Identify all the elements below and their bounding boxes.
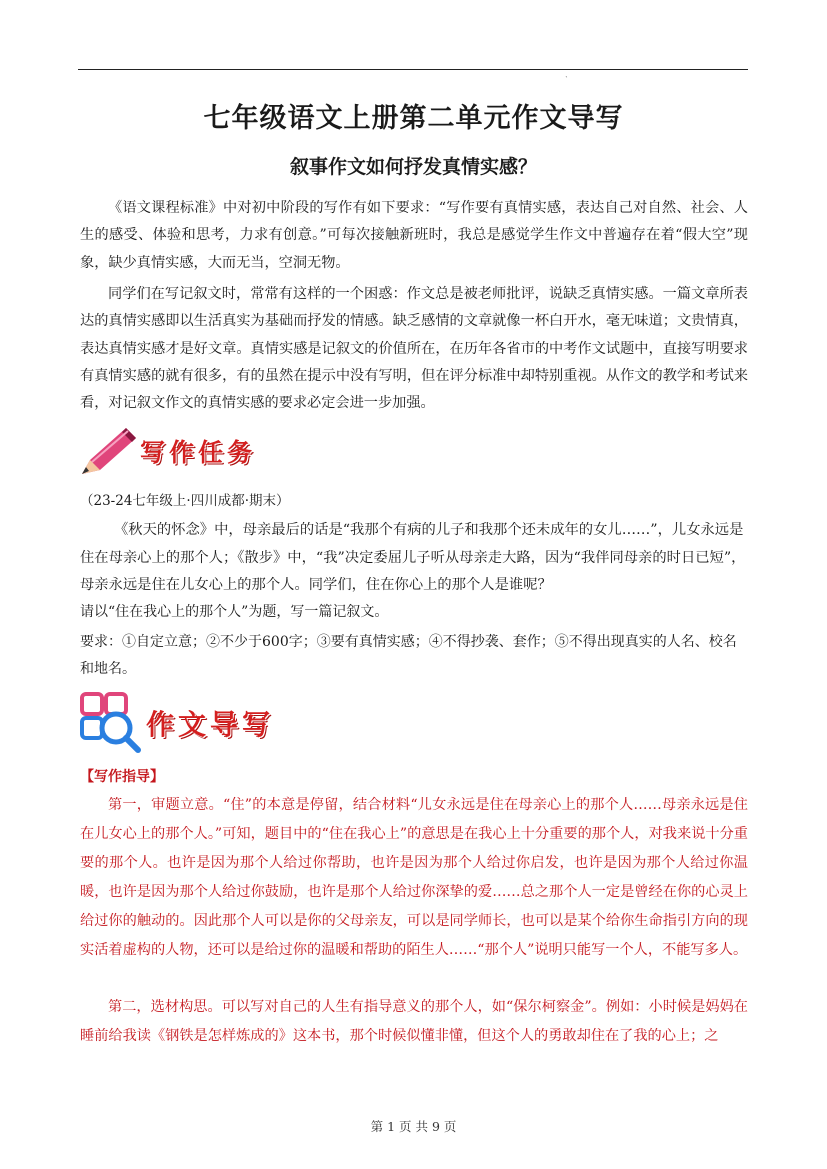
page-subtitle: 叙事作文如何抒发真情实感？	[289, 156, 537, 178]
task-prompt: 请以“住在我心上的那个人”为题，写一篇记叙文。	[80, 604, 389, 620]
page-title: 七年级语文上册第二单元作文导写	[203, 103, 624, 134]
guide-label: 【写作指导】	[80, 769, 164, 785]
intro-paragraph-1: 《语文课程标准》中对初中阶段的写作有如下要求：“写作要有真情实感，表达自己对自然、社会、人生的感受、体验和思考，力求有创意。”可每次接触新班时，我总是感觉学生作文中普遍存在着“假大空”现象，缺少真情实感，大而无当，空洞无物。	[80, 200, 748, 271]
pencil-icon	[78, 424, 140, 478]
task-source: （23-24七年级上·四川成都·期末）	[80, 493, 290, 509]
task-requirements: 要求：①自定立意；②不少于600字；③要有真情实感；④不得抄袭、套作；⑤不得出现真实的人名、校名和地名。	[80, 634, 737, 677]
writing-task-banner-text: 写作任务	[140, 438, 257, 467]
task-material: 《秋天的怀念》中，母亲最后的话是“我那个有病的儿子和我那个还未成年的女儿……”，儿女永远是住在母亲心上的那个人；《散步》中，“我”决定委屈儿子听从母亲走大路，因为“我伴同母亲的时日已短”，母亲永远是住在儿女心上的那个人。同学们，住在你心上的那个人是谁呢？	[80, 522, 746, 593]
page-number: 第 1 页 共 9 页	[370, 1119, 457, 1134]
writing-task-banner	[78, 424, 256, 478]
composition-guide-banner-text: 作文导写	[146, 708, 275, 741]
guide-paragraph-2: 第二，选材构思。可以写对自己的人生有指导意义的那个人，如“保尔柯察金”。例如：小时候是妈妈在睡前给我读《钢铁是怎样炼成的》这本书，那个时候似懂非懂，但这个人的勇敢却住在了我的心上；之	[80, 999, 748, 1044]
header-tick-mark: `	[565, 76, 569, 84]
magnifier-icon	[78, 692, 144, 754]
intro-paragraph-2: 同学们在写记叙文时，常常有这样的一个困惑：作文总是被老师批评，说缺乏真情实感。一篇文章所表达的真情实感即以生活真实为基础而抒发的情感。缺乏感情的文章就像一杯白开水，毫无味道；文贵情真，表达真情实感才是好文章。真情实感是记叙文的价值所在，在历年各省市的中考作文试题中，直接写明要求有真情实感的就有很多，有的虽然在提示中没有写明，但在评分标准中却特别重视。从作文的教学和考试来看，对记叙文作文的真情实感的要求必定会进一步加强。	[80, 286, 748, 412]
header-rule	[78, 69, 748, 70]
composition-guide-banner	[78, 692, 274, 754]
guide-paragraph-1: 第一，审题立意。“住”的本意是停留，结合材料“儿女永远是住在母亲心上的那个人……母亲永远是住在儿女心上的那个人。”可知，题目中的“住在我心上”的意思是在我心上十分重要的那个人，对我来说十分重要的那个人。也许是因为那个人给过你帮助，也许是因为那个人给过你启发，也许是因为那个人给过你温暖，也许是因为那个人给过你鼓励，也许是那个人给过你深挚的爱……总之那个人一定是曾经在你的心灵上给过你的触动的。因此那个人可以是你的父母亲友，可以是同学师长，也可以是某个给你生命指引方向的现实活着虚构的人物，还可以是给过你的温暖和帮助的陌生人……“那个人”说明只能写一个人，不能写多人。	[80, 797, 748, 958]
